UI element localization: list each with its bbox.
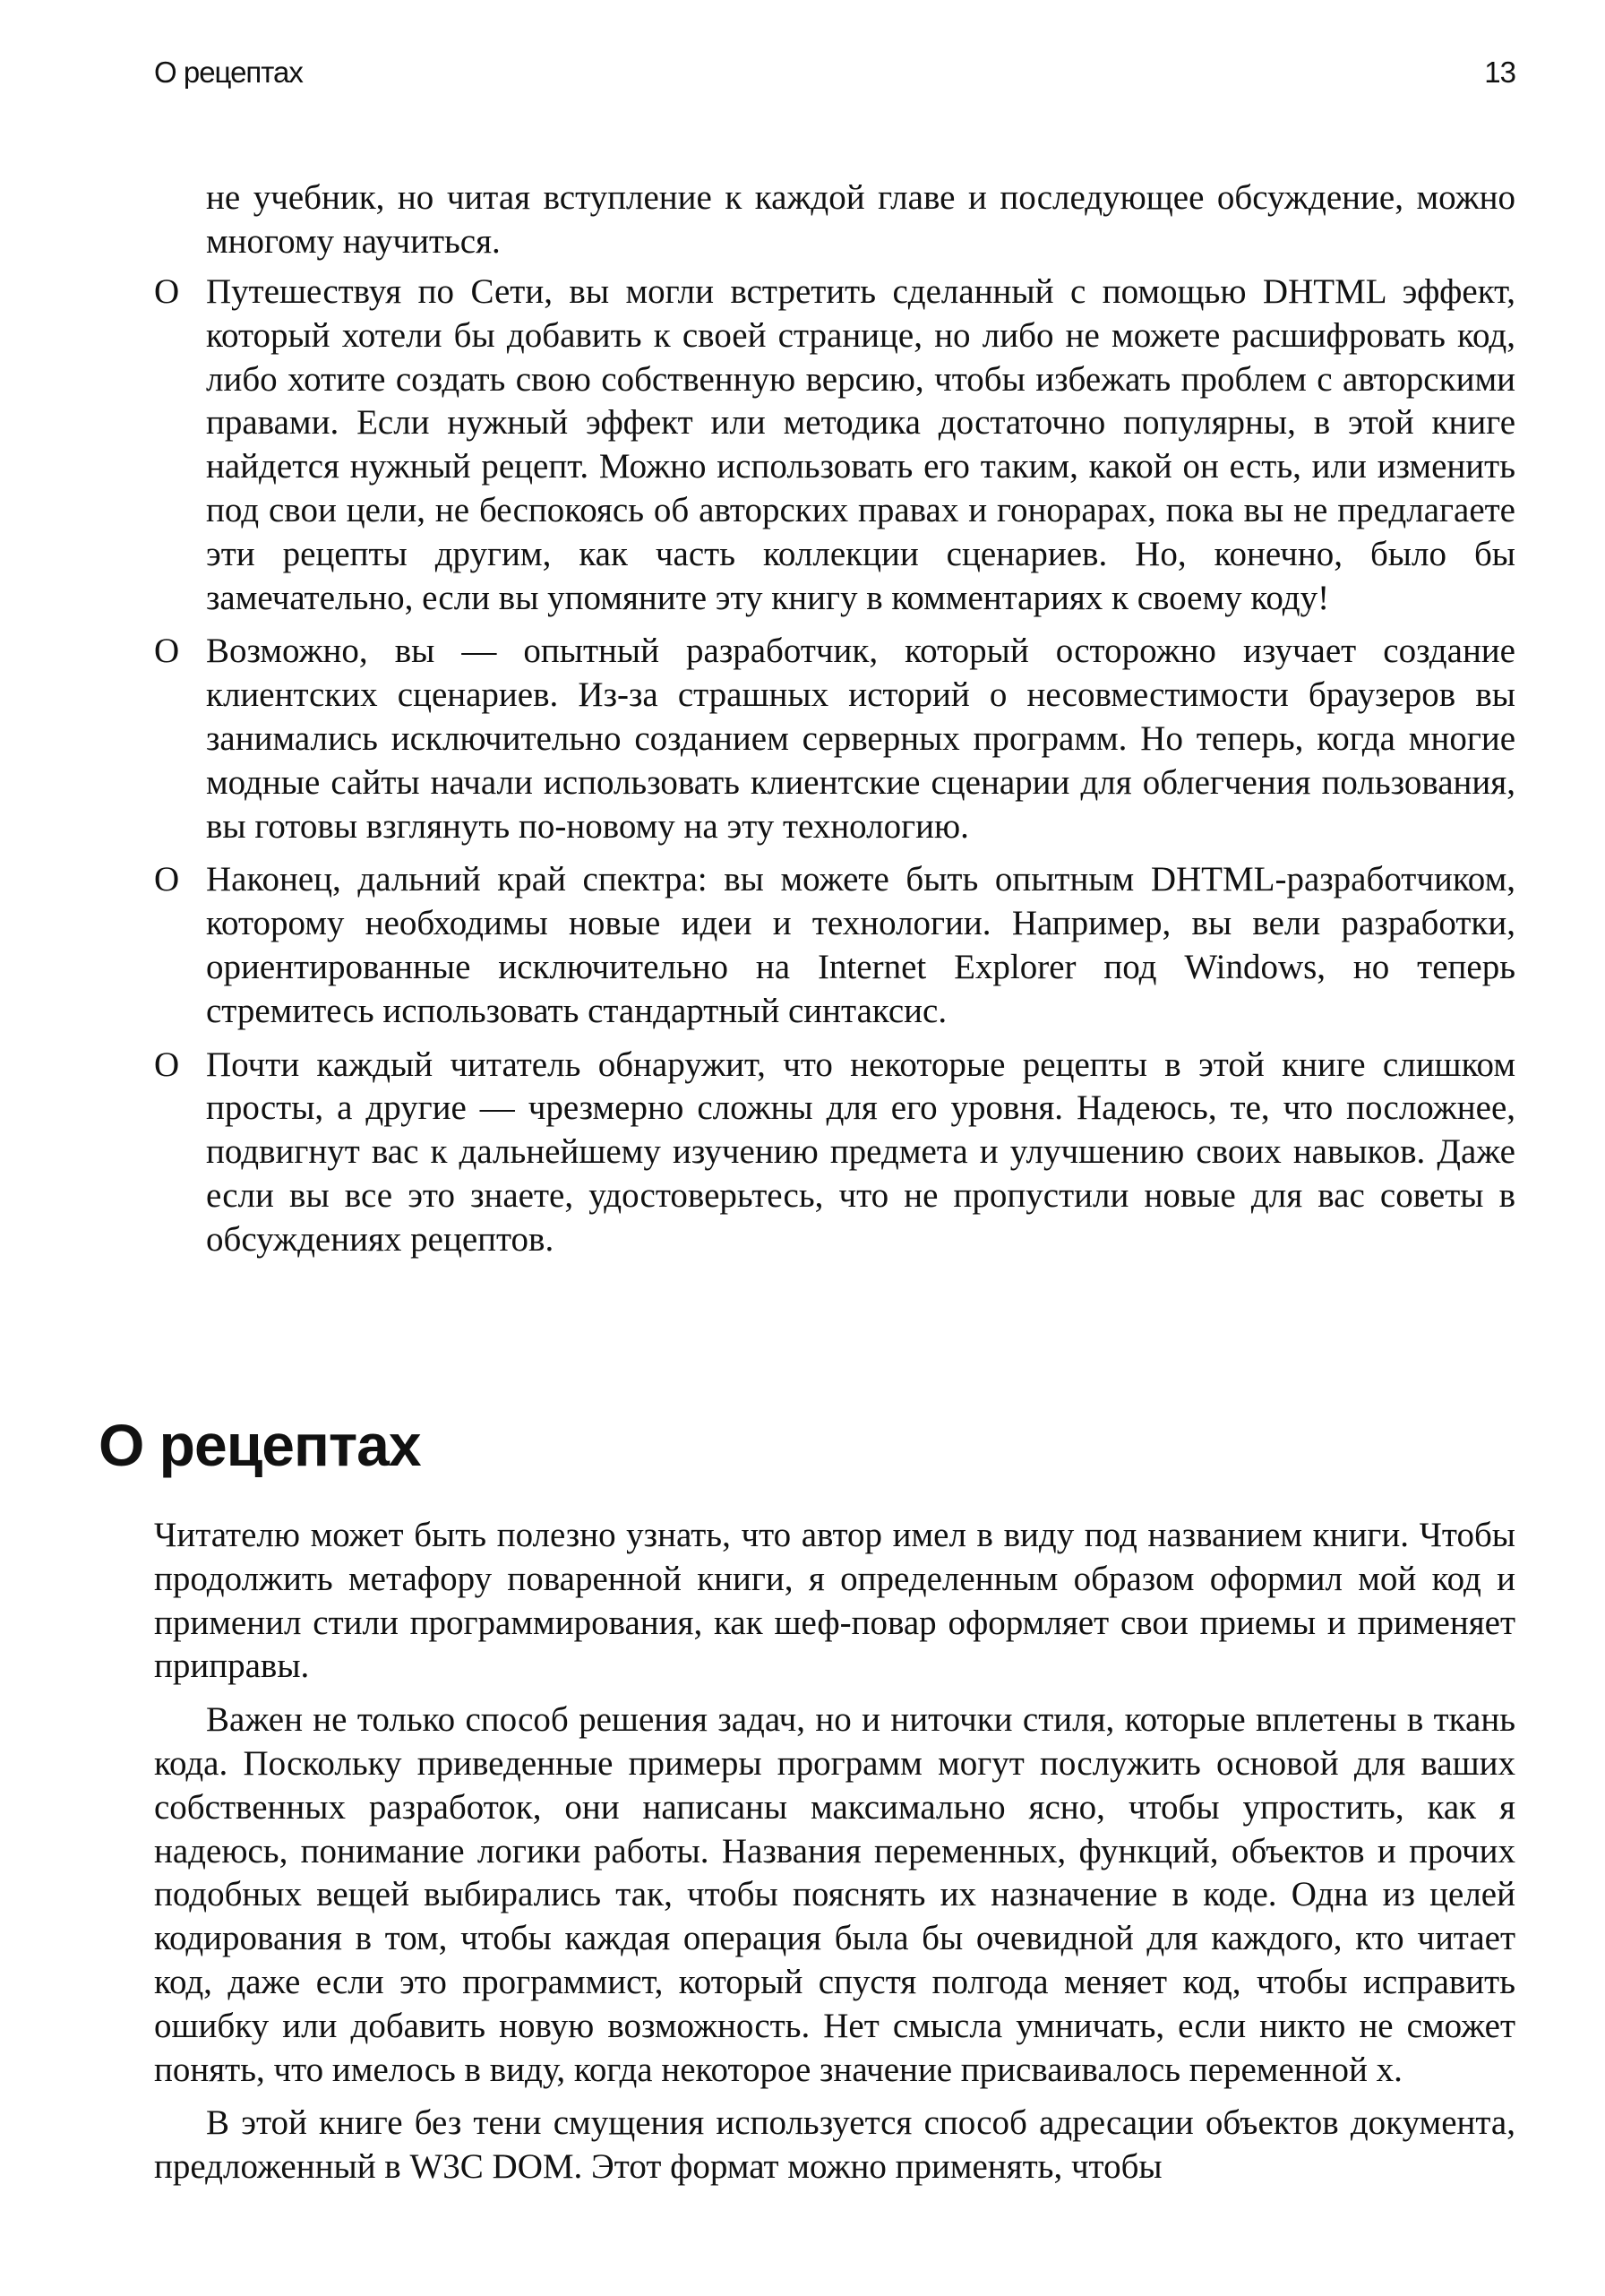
bullet-marker: O (154, 1045, 180, 1084)
bullet-text: Возможно, вы — опытный разработчик, который осторожно изучает создание клиентских сценариев. Из-за страшных историй о несовместимости браузеров вы занимались исключительно созданием серверных программ. Но теперь, когда многие модные сайты начали использовать клиентские сценарии для облегчения пользования, вы готовы взглянуть по-новому на эту технологию. (206, 632, 1515, 846)
bullet-item (154, 858, 1515, 1033)
bullet-marker: O (154, 272, 180, 311)
bullet-item (154, 1044, 1515, 1262)
bullet-text: Почти каждый читатель обнаружит, что некоторые рецепты в этой книге слишком просты, а другие — чрезмерно сложны для его уровня. Надеюсь, те, что посложнее, подвигнут вас к дальнейшему изучению предмета и улучшению своих навыков. Даже если вы все это знаете, удостоверьтесь, что не пропустили новые для вас советы в обсуждениях рецептов. (206, 1045, 1515, 1259)
bullet-text: Путешествуя по Сети, вы могли встретить сделанный с помощью DHTML эффект, который хотели бы добавить к своей странице, но либо не можете расшифровать код, либо хотите создать свою собственную версию, чтобы избежать проблем с авторскими правами. Если нужный эффект или методика достаточно популярны, в этой книге найдется нужный рецепт. Можно использовать его таким, какой он есть, или изменить под свои цели, не беспокоясь об авторских правах и гонорарах, пока вы не предлагаете эти рецепты другим, как часть коллекции сценариев. Но, конечно, было бы замечательно, если вы упомяните эту книгу в комментариях к своему коду! (206, 272, 1515, 617)
bullet-item (154, 630, 1515, 848)
continuation-paragraph: не учебник, но читая вступление к каждой главе и последующее обсуждение, можно многому научиться. (206, 178, 1515, 261)
section-heading: О рецептах (99, 1412, 421, 1478)
bullet-item (154, 271, 1515, 620)
running-header (154, 56, 1515, 100)
body-paragraph: В этой книге без тени смущения используется способ адресации объектов документа, предложенный в W3C DOM. Этот формат можно применять, чтобы (154, 2103, 1515, 2187)
body-paragraph: Важен не только способ решения задач, но и ниточки стиля, которые вплетены в ткань кода. Поскольку приведенные примеры программ могут послужить основой для ваших собственных разработок, они написаны максимально ясно, чтобы упростить, как я надеюсь, понимание логики работы. Названия переменных, функций, объектов и прочих подобных вещей выбирались так, чтобы пояснять их назначение в коде. Одна из целей кодирования в том, чтобы каждая операция была бы очевидной для каждого, кто читает код, даже если это программист, который спустя полгода меняет код, чтобы исправить ошибку или добавить новую возможность. Нет смысла умничать, если никто не сможет понять, что имелось в виду, когда некоторое значение присваивалось переменной x. (154, 1700, 1515, 2089)
body-paragraph: Читателю может быть полезно узнать, что автор имел в виду под названием книги. Чтобы продолжить метафору поваренной книги, я определенным образом оформил мой код и применил стили программирования, как шеф-повар оформляет свои приемы и применяет приправы. (154, 1516, 1515, 1686)
page-number: 13 (1484, 56, 1515, 89)
bullet-text: Наконец, дальний край спектра: вы можете быть опытным DHTML-разработчиком, которому необходимы новые идеи и технологии. Например, вы вели разработки, ориентированные исключительно на Internet Explorer под Windows, но теперь стремитесь использовать стандартный синтаксис. (206, 860, 1515, 1030)
section-body (154, 1514, 1515, 2199)
bullet-marker: O (154, 860, 180, 899)
running-title: О рецептах (154, 56, 303, 89)
reader-bullet-list (154, 271, 1515, 1272)
bullet-marker: O (154, 632, 180, 671)
